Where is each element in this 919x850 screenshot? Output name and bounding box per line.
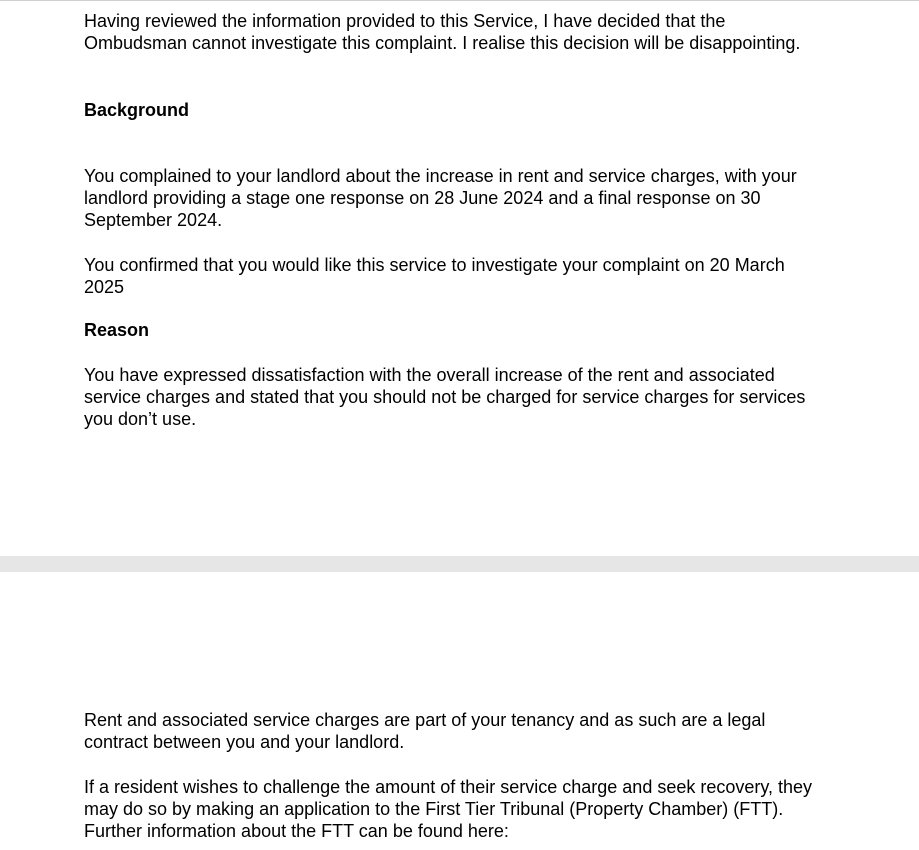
tenancy-paragraph: Rent and associated service charges are part of your tenancy and as such are a legal contract between you and your landlord. [84, 710, 766, 752]
background-paragraph-1: You complained to your landlord about the increase in rent and service charges, with your landlord providing a stage one response on 28 June 2024 and a final response on 30 September 2024. [84, 166, 797, 230]
document-page-2 [0, 572, 919, 850]
reason-paragraph-1: You have expressed dissatisfaction with the overall increase of the rent and associated service charges and stated that you should not be charged for service charges for services you don’t use. [84, 365, 806, 429]
background-heading: Background [84, 100, 190, 120]
ftt-paragraph: If a resident wishes to challenge the amount of their service charge and seek recovery, they may do so by making an application to the First Tier Tribunal (Property Chamber) (FTT). Further information about the FTT can be found here: [84, 777, 813, 841]
reason-heading: Reason [84, 320, 150, 340]
background-paragraph-2: You confirmed that you would like this service to investigate your complaint on 20 March 2025 [84, 255, 785, 297]
intro-paragraph: Having reviewed the information provided to this Service, I have decided that the Ombudsman cannot investigate this complaint. I realise this decision will be disappointing. [84, 11, 801, 53]
